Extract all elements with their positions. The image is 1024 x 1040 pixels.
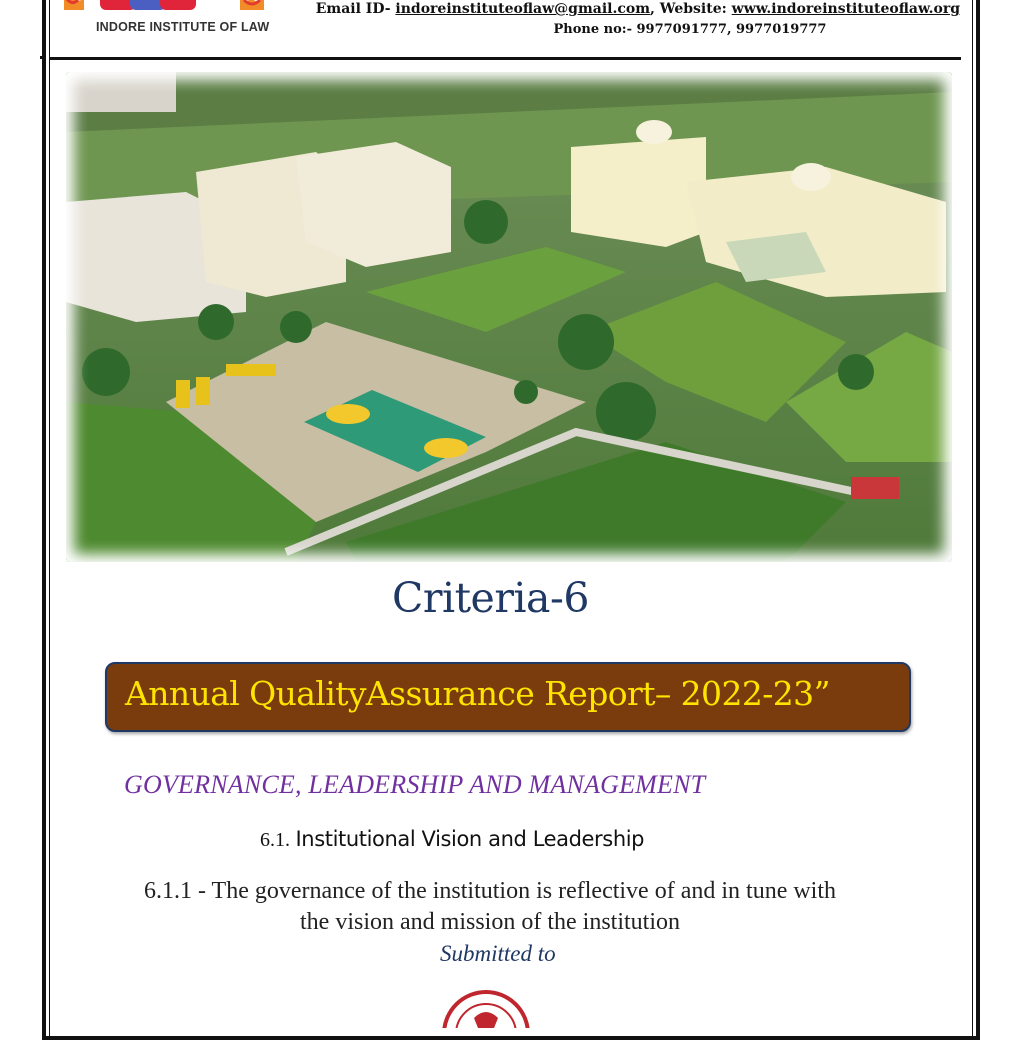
criteria-heading: Criteria-6: [392, 574, 589, 622]
submitted-to-label: Submitted to: [440, 941, 556, 966]
section-heading: [260, 826, 644, 852]
report-title-banner: [105, 662, 911, 732]
section-title: Institutional Vision and Leadership: [295, 827, 645, 851]
email-website-line: [300, 1, 960, 17]
report-title: Annual QualityAssurance Report– 2022-23”: [125, 674, 830, 713]
campus-aerial-photo: [66, 72, 952, 562]
phone-line: Phone no:- 9977091777, 9977019777: [553, 22, 827, 37]
email-label: Email ID-: [315, 1, 396, 17]
section-number: 6.1.: [260, 829, 290, 851]
metric-line-2: the vision and mission of the institution: [300, 909, 680, 935]
metric-description: [70, 876, 910, 938]
naac-seal-logo: [440, 988, 532, 1028]
metric-line-1: 6.1.1 - The governance of the institution is reflective of and in tune with: [143, 878, 837, 904]
rule-dot: [40, 56, 43, 59]
logo-text: INDORE INSTITUTE OF LAW: [96, 20, 270, 34]
email-link[interactable]: indoreinstituteoflaw@gmail.com: [395, 1, 651, 17]
website-link[interactable]: www.indoreinstituteoflaw.org: [731, 1, 960, 17]
governance-heading: GOVERNANCE, LEADERSHIP AND MANAGEMENT: [124, 770, 706, 799]
header-rule: [50, 57, 961, 60]
website-label: , Website:: [650, 1, 732, 17]
